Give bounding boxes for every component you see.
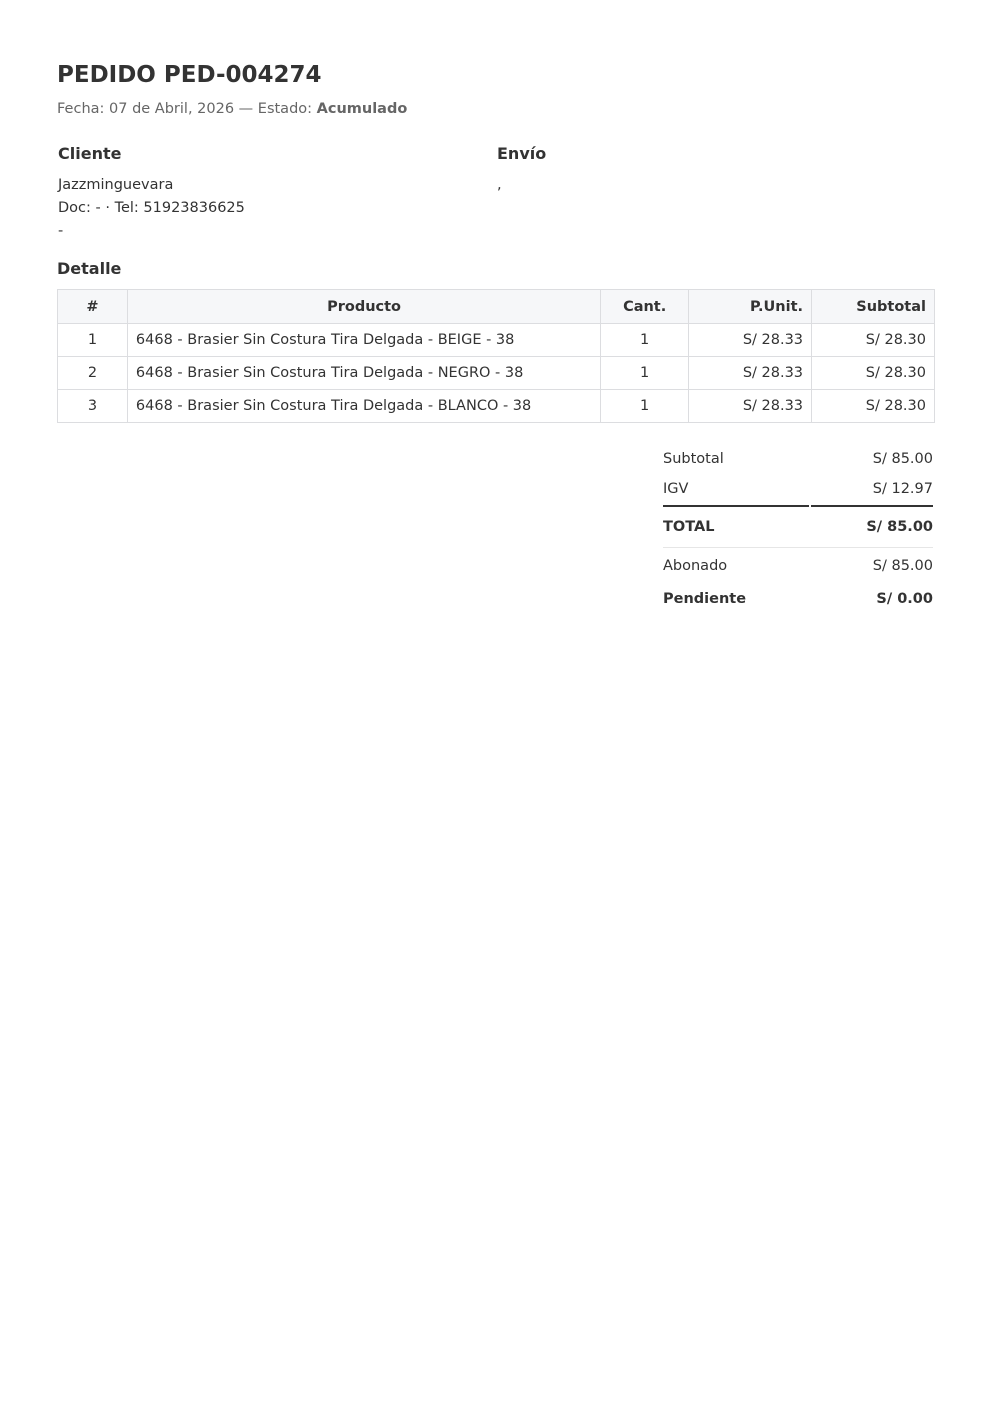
order-date: Fecha: 07 de Abril, 2026 — Estado:: [57, 101, 317, 117]
shipping-section: [497, 144, 927, 197]
totals-paid-row: [663, 549, 933, 584]
row-unit-price: S/ 28.33: [689, 357, 812, 390]
column-header-unit-price: P.Unit.: [689, 290, 812, 324]
pending-label: Pendiente: [663, 591, 747, 607]
customer-name: Jazzminguevara: [58, 177, 174, 193]
row-number: 3: [58, 390, 128, 423]
totals-block: [663, 447, 933, 614]
row-quantity: 1: [601, 357, 689, 390]
pending-value: S/ 0.00: [876, 591, 933, 607]
shipping-heading: Envío: [497, 144, 547, 163]
column-header-quantity: Cant.: [601, 290, 689, 324]
column-header-subtotal: Subtotal: [812, 290, 935, 324]
paid-value: S/ 85.00: [872, 558, 933, 574]
items-table: [57, 289, 935, 423]
table-row: [58, 324, 935, 357]
row-subtotal: S/ 28.30: [812, 357, 935, 390]
row-number: 2: [58, 357, 128, 390]
row-number: 1: [58, 324, 128, 357]
shipping-address: ,: [497, 177, 502, 193]
page-title: PEDIDO PED-004274: [57, 62, 322, 88]
row-quantity: 1: [601, 324, 689, 357]
table-row: [58, 390, 935, 423]
customer-doc-phone: Doc: - · Tel: 51923836625: [58, 200, 245, 216]
totals-total-row: [663, 507, 933, 548]
igv-value: S/ 12.97: [811, 477, 933, 507]
row-product: 6468 - Brasier Sin Costura Tira Delgada - NEGRO - 38: [127, 357, 600, 390]
row-subtotal: S/ 28.30: [812, 390, 935, 423]
paid-label: Abonado: [663, 558, 728, 574]
row-quantity: 1: [601, 390, 689, 423]
customer-section: [58, 144, 488, 243]
detail-heading: Detalle: [57, 259, 122, 278]
subtotal-label: Subtotal: [663, 451, 724, 467]
totals-subtotal-row: [663, 447, 933, 477]
order-meta: [57, 101, 407, 117]
igv-label: IGV: [663, 477, 809, 507]
totals-pending-row: [663, 584, 933, 614]
table-row: [58, 357, 935, 390]
column-header-product: Producto: [127, 290, 600, 324]
table-header-row: [58, 290, 935, 324]
row-unit-price: S/ 28.33: [689, 324, 812, 357]
row-product: 6468 - Brasier Sin Costura Tira Delgada - BEIGE - 38: [127, 324, 600, 357]
customer-extra: -: [58, 223, 64, 239]
column-header-number: #: [58, 290, 128, 324]
total-label: TOTAL: [663, 519, 715, 535]
row-unit-price: S/ 28.33: [689, 390, 812, 423]
total-value: S/ 85.00: [866, 519, 933, 535]
totals-igv-row: [663, 477, 933, 507]
customer-heading: Cliente: [58, 144, 122, 163]
order-status: Acumulado: [316, 101, 408, 117]
subtotal-value: S/ 85.00: [872, 451, 933, 467]
row-subtotal: S/ 28.30: [812, 324, 935, 357]
row-product: 6468 - Brasier Sin Costura Tira Delgada - BLANCO - 38: [127, 390, 600, 423]
